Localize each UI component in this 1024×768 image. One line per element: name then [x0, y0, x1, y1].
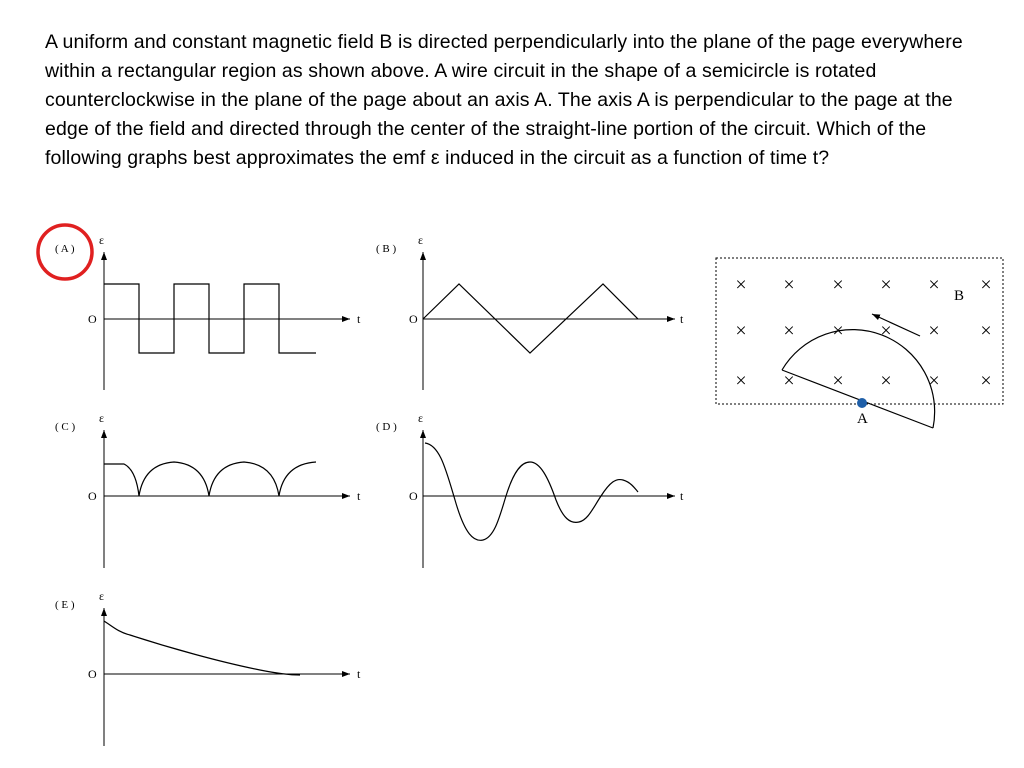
- axis-label: A: [857, 411, 868, 427]
- graph-a-ylabel: ε: [99, 233, 105, 247]
- graph-c-curve: [104, 462, 316, 496]
- graph-a[interactable]: [38, 225, 361, 390]
- graph-c-xlabel: t: [357, 489, 361, 503]
- field-region: [716, 258, 1003, 404]
- graph-e-xlabel: t: [357, 667, 361, 681]
- field-mark-x: ×: [980, 320, 992, 342]
- question-text: A uniform and constant magnetic field B is directed perpendicularly into the plane of the page everywhere within a rectangular region as shown above. A wire circuit in the shape of a semicircle is rotated counterclockwise in the plane of the page about an axis A. The axis A is perpendicular to the page at the edge of the field and directed through the center of the straight-line portion of the circuit. Which of the following graphs best approximates the emf ε induced in the circuit as a function of time t?: [45, 31, 963, 169]
- graph-b-xlabel: t: [680, 312, 684, 326]
- graph-c[interactable]: [55, 411, 361, 568]
- graph-c-origin: O: [88, 489, 97, 503]
- graph-a-xlabel: t: [357, 312, 361, 326]
- field-mark-x: ×: [880, 370, 892, 392]
- field-mark-x: ×: [783, 320, 795, 342]
- graph-e-curve: [104, 621, 300, 675]
- graph-e-label: ( E ): [55, 599, 75, 611]
- graph-b[interactable]: [376, 233, 684, 390]
- field-mark-x: ×: [928, 274, 940, 296]
- rotation-arrow: [872, 314, 920, 336]
- field-mark-x: ×: [832, 274, 844, 296]
- axis-point: [857, 398, 867, 408]
- graph-c-label: ( C ): [55, 421, 76, 433]
- field-mark-x: ×: [832, 370, 844, 392]
- graph-b-label: ( B ): [376, 243, 397, 255]
- graph-c-ylabel: ε: [99, 411, 105, 425]
- field-mark-x: ×: [880, 274, 892, 296]
- field-mark-x: ×: [980, 370, 992, 392]
- graph-e[interactable]: [55, 589, 361, 746]
- field-mark-x: ×: [783, 370, 795, 392]
- graph-a-label: ( A ): [55, 243, 75, 255]
- magnetic-field-diagram: [716, 258, 1003, 428]
- graph-b-origin: O: [409, 312, 418, 326]
- field-mark-x: ×: [880, 320, 892, 342]
- field-mark-x: ×: [928, 370, 940, 392]
- field-label: B: [954, 288, 965, 304]
- field-mark-x: ×: [783, 274, 795, 296]
- graph-e-ylabel: ε: [99, 589, 105, 603]
- graph-b-ylabel: ε: [418, 233, 424, 247]
- graph-d[interactable]: [376, 411, 684, 568]
- field-mark-x: ×: [735, 370, 747, 392]
- graph-d-origin: O: [409, 489, 418, 503]
- field-mark-x: ×: [735, 274, 747, 296]
- graph-a-origin: O: [88, 312, 97, 326]
- graph-d-curve: [425, 443, 638, 540]
- field-mark-x: ×: [980, 274, 992, 296]
- graph-d-label: ( D ): [376, 421, 397, 433]
- field-mark-x: ×: [735, 320, 747, 342]
- graph-d-ylabel: ε: [418, 411, 424, 425]
- graph-d-xlabel: t: [680, 489, 684, 503]
- field-mark-x: ×: [928, 320, 940, 342]
- field-mark-x: ×: [832, 320, 844, 342]
- graph-e-origin: O: [88, 667, 97, 681]
